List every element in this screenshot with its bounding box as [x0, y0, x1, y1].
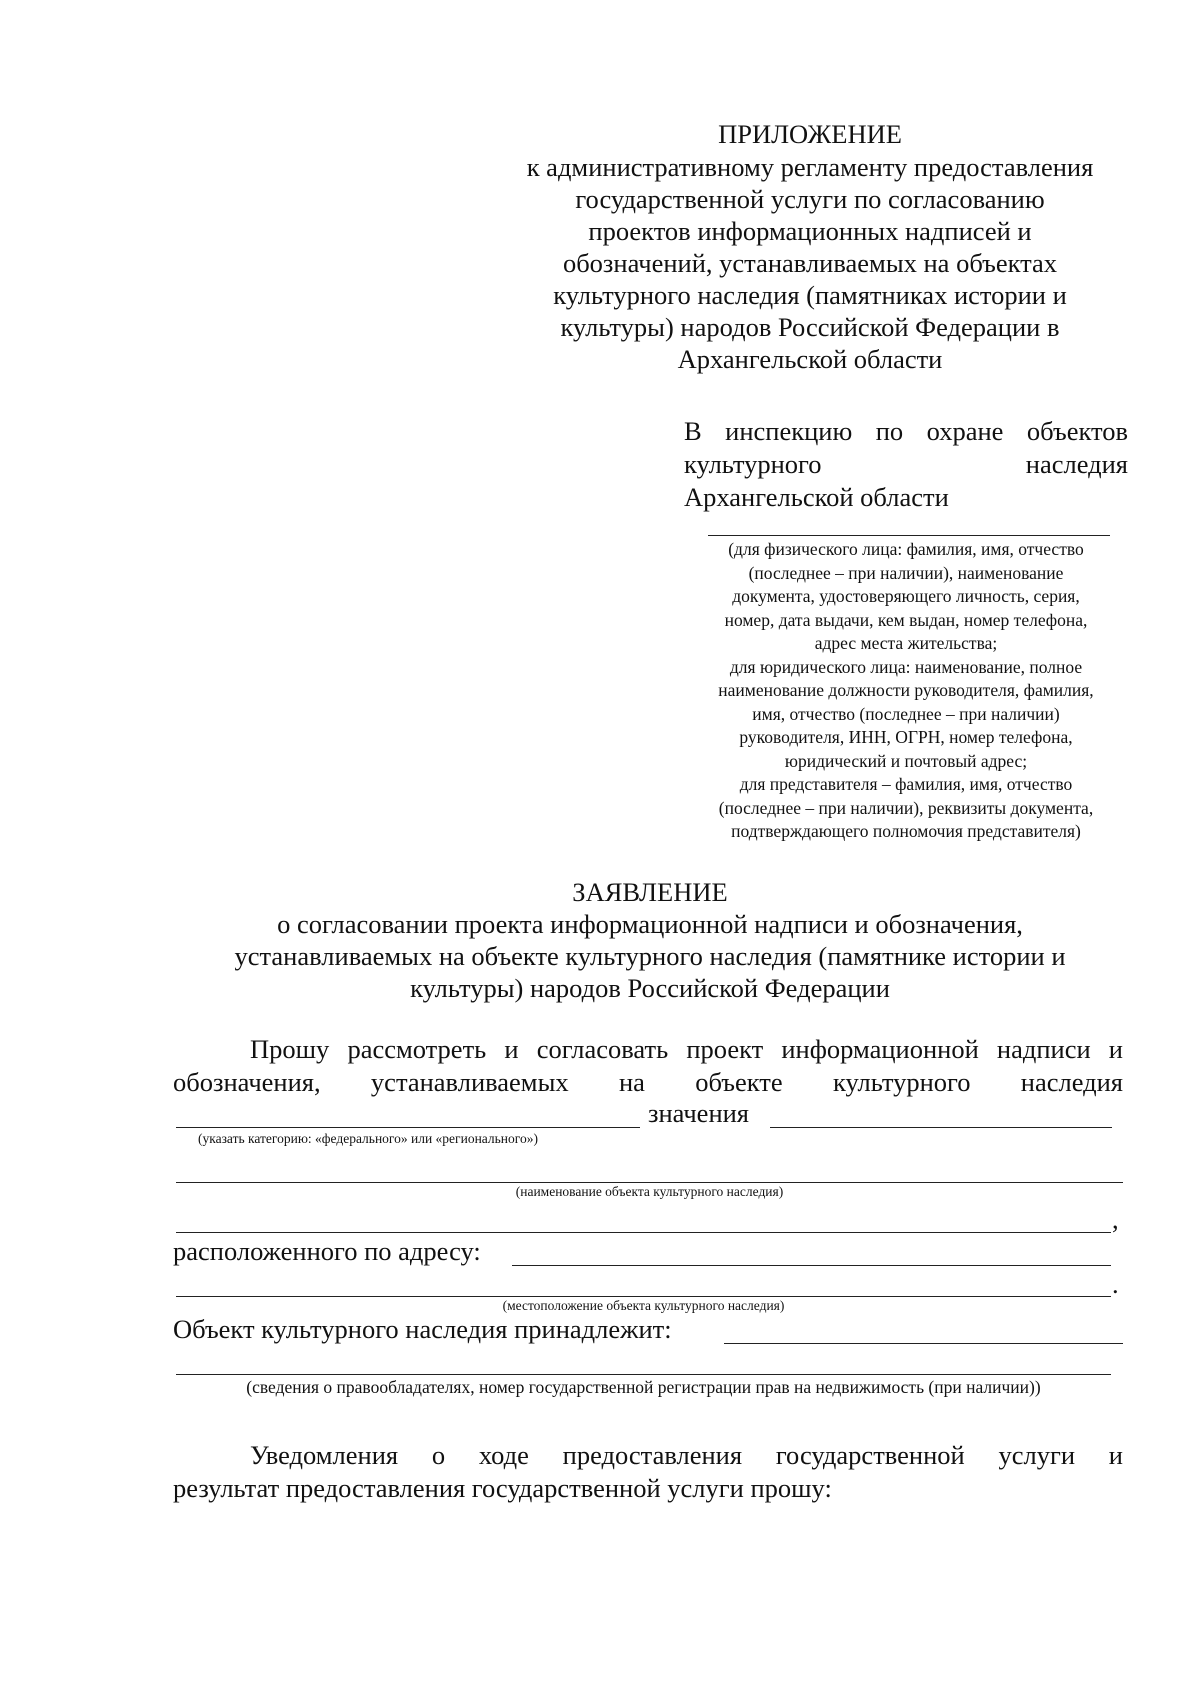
hint-line: наименование должности руководителя, фамилия,	[718, 680, 1094, 700]
address-input-line[interactable]	[512, 1265, 1111, 1266]
hint-line: руководителя, ИНН, ОГРН, номер телефона,	[739, 727, 1073, 747]
hint-line: адрес места жительства;	[814, 633, 998, 653]
hint-line: (для физического лица: фамилия, имя, отчество	[728, 539, 1084, 559]
hint-location: (местоположение объекта культурного наследия)	[502, 1298, 785, 1313]
appendix-line: обозначений, устанавливаемых на объектах	[562, 248, 1058, 278]
paragraph-2-line-1: Уведомления о ходе предоставления государственной услуги и	[250, 1440, 1123, 1470]
appendix-title: ПРИЛОЖЕНИЕ	[718, 119, 902, 149]
paragraph-2-line-2: результат предоставления государственной услуги прошу:	[173, 1473, 832, 1503]
appendix-caption	[470, 151, 1150, 375]
appendix-line: Архангельской области	[677, 344, 943, 374]
appendix-line: культуры) народов Российской Федерации в	[560, 312, 1060, 342]
addressee-word: наследия	[1025, 449, 1128, 479]
hint-line: для юридического лица: наименование, полное	[729, 656, 1083, 677]
comma-mark: ,	[1112, 1204, 1119, 1234]
category-input-line[interactable]	[176, 1127, 640, 1128]
addressee-line-3: Архангельской области	[684, 482, 949, 512]
hint-owners: (сведения о правообладателях, номер государственной регистрации прав на недвижимость (при наличии))	[246, 1377, 1041, 1397]
belongs-label: Объект культурного наследия принадлежит:	[173, 1314, 672, 1344]
statement-subtitle	[0, 908, 1200, 1004]
object-name-input-line[interactable]	[176, 1182, 1123, 1183]
subtitle-line: культуры) народов Российской Федерации	[410, 973, 890, 1003]
subtitle-line: о согласовании проекта информационной надписи и обозначения,	[277, 909, 1023, 939]
applicant-hint	[680, 538, 1132, 844]
hint-line: документа, удостоверяющего личность, серия,	[732, 586, 1080, 606]
statement-title: ЗАЯВЛЕНИЕ	[572, 877, 728, 907]
hint-line: для представителя – фамилия, имя, отчество	[739, 774, 1073, 794]
hint-object-name: (наименование объекта культурного наследия)	[515, 1184, 784, 1199]
appendix-line: государственной услуги по согласованию	[575, 184, 1045, 214]
word-znacheniya: значения	[648, 1098, 749, 1128]
appendix-line: культурного наследия (памятниках истории и	[553, 280, 1067, 310]
located-label: расположенного по адресу:	[173, 1236, 481, 1266]
appendix-line: проектов информационных надписей и	[588, 216, 1032, 246]
hint-line: (последнее – при наличии), реквизиты документа,	[718, 797, 1094, 818]
address-continuation-line[interactable]	[176, 1296, 1111, 1297]
hint-line: юридический и почтовый адрес;	[784, 750, 1028, 771]
paragraph-1-line-2: обозначения, устанавливаемых на объекте культурного наследия	[173, 1067, 1123, 1097]
addressee-line-1: В инспекцию по охране объектов	[684, 416, 1128, 446]
applicant-input-line[interactable]	[708, 535, 1110, 536]
subtitle-line: устанавливаемых на объекте культурного наследия (памятнике истории и	[234, 941, 1066, 971]
addressee-line-2	[684, 448, 1128, 480]
owners-input-line[interactable]	[724, 1343, 1123, 1344]
hint-line: номер, дата выдачи, кем выдан, номер телефона,	[724, 609, 1088, 630]
category-second-input-line[interactable]	[770, 1127, 1112, 1128]
addressee-word: культурного	[684, 449, 822, 479]
paragraph-1-line-1: Прошу рассмотреть и согласовать проект информационной надписи и	[250, 1034, 1123, 1064]
owners-continuation-line[interactable]	[176, 1374, 1111, 1375]
hint-category: (указать категорию: «федерального» или «регионального»)	[198, 1131, 538, 1146]
object-name-continuation-line[interactable]	[176, 1232, 1111, 1233]
appendix-line: к административному регламенту предоставления	[526, 152, 1094, 182]
period-mark: .	[1112, 1269, 1119, 1299]
hint-line: подтверждающего полномочия представителя)	[731, 821, 1081, 841]
hint-line: имя, отчество (последнее – при наличии)	[752, 703, 1060, 724]
hint-line: (последнее – при наличии), наименование	[748, 562, 1064, 583]
